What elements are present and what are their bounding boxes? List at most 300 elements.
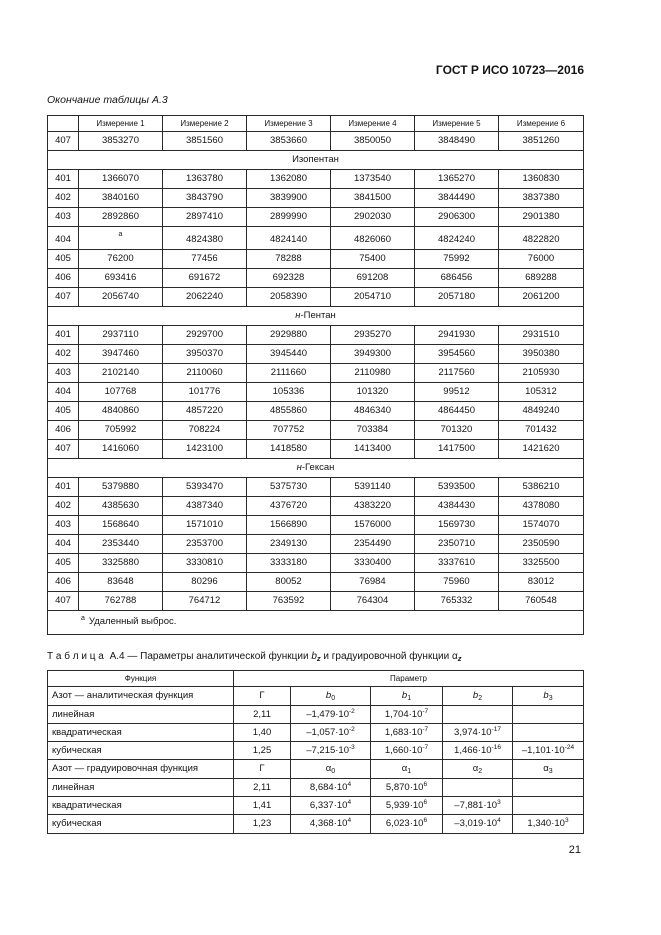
exponent: -7 — [422, 744, 429, 751]
measurement-cell: 2899990 — [247, 208, 331, 226]
measurement-cell: 2349130 — [247, 535, 331, 553]
measurement-cell: 5393500 — [415, 478, 499, 496]
measurement-cell: 691208 — [331, 269, 415, 287]
footnote — [48, 611, 583, 634]
function-type: квадратическая — [48, 797, 234, 814]
table-continuation-caption: Окончание таблицы А.3 — [47, 94, 168, 106]
measurement-cell: 2062240 — [163, 288, 247, 306]
section-label — [48, 307, 583, 325]
group-header-row — [48, 687, 583, 706]
exponent: -7 — [422, 726, 429, 733]
parameter-value — [371, 724, 443, 741]
section-row — [48, 151, 583, 170]
measurement-cell: 5393470 — [163, 478, 247, 496]
measurement-cell: 3853270 — [79, 132, 163, 150]
mantissa: –1,101·10 — [521, 745, 565, 756]
row-code: 407 — [48, 288, 79, 306]
table-row — [48, 132, 583, 151]
measurement-cell: 3843790 — [163, 189, 247, 207]
parameter-value — [291, 779, 371, 796]
exponent: -3 — [349, 744, 355, 751]
function-type: кубическая — [48, 815, 234, 833]
measurement-cell: 75400 — [331, 250, 415, 268]
group-label: Азот — градуировочная функция — [48, 760, 234, 778]
parameter-symbol: b — [325, 690, 332, 701]
section-prefix: н — [296, 462, 302, 473]
measurement-cell: 707752 — [247, 421, 331, 439]
measurement-cell — [79, 227, 163, 249]
measurement-cell: 107768 — [79, 383, 163, 401]
measurement-cell: 4384430 — [415, 497, 499, 515]
table-row — [48, 497, 583, 516]
section-row — [48, 459, 583, 478]
measurement-cell: 5379880 — [79, 478, 163, 496]
row-code: 402 — [48, 345, 79, 363]
measurement-cell: 80296 — [163, 573, 247, 591]
section-name: -Пентан — [300, 310, 336, 321]
row-code: 406 — [48, 269, 79, 287]
measurement-cell: 2117560 — [415, 364, 499, 382]
table-row — [48, 364, 583, 383]
calibration-function-symbol: α — [452, 651, 458, 662]
measurement-cell: 76000 — [527, 253, 555, 264]
exponent: 6 — [423, 799, 428, 806]
measurement-cell: 3330810 — [163, 554, 247, 572]
parameter-symbol: b — [401, 690, 408, 701]
measurement-cell: 2941930 — [415, 326, 499, 344]
measurement-cell: 3947460 — [79, 345, 163, 363]
measurement-cell: 3848490 — [415, 132, 499, 150]
row-code: 403 — [48, 364, 79, 382]
measurement-cell: 4822820 — [522, 234, 560, 245]
column-header-measurement: Измерение 5 — [415, 116, 499, 131]
measurement-cell: 1569730 — [415, 516, 499, 534]
measurement-cell: 2102140 — [79, 364, 163, 382]
footnote-mark: а — [118, 231, 123, 238]
row-code: 407 — [48, 132, 79, 150]
mantissa: –7,215·10 — [306, 745, 349, 756]
row-code: 404 — [48, 383, 79, 401]
parameter-header — [513, 687, 583, 705]
measurement-cell: 3325880 — [79, 554, 163, 572]
group-header-row — [48, 760, 583, 779]
table-title-text-2: и градуировочной функции — [323, 651, 450, 662]
measurement-cell: 1576000 — [331, 516, 415, 534]
measurement-cell: 3851560 — [163, 132, 247, 150]
measurement-cell: 1574070 — [522, 519, 560, 530]
gamma-value: 1,23 — [234, 815, 291, 833]
measurement-cell: 691672 — [163, 269, 247, 287]
measurement-cell: 83648 — [79, 573, 163, 591]
measurement-cell: 2110060 — [163, 364, 247, 382]
parameter-header — [371, 687, 443, 705]
table-row — [48, 815, 583, 833]
table-header-row — [48, 116, 583, 132]
mantissa: 5,939·10 — [385, 800, 424, 811]
measurement-cell: 76984 — [331, 573, 415, 591]
exponent: 4 — [347, 781, 352, 788]
measurement-cell: 2929700 — [163, 326, 247, 344]
measurement-cell: 3333180 — [247, 554, 331, 572]
measurement-cell: 2901380 — [522, 211, 560, 222]
table-row — [48, 706, 583, 724]
row-code: 401 — [48, 170, 79, 188]
measurement-cell: 2111660 — [247, 364, 331, 382]
mantissa: 1,466·10 — [454, 745, 492, 756]
parameter-symbol: α — [401, 763, 408, 774]
row-code: 407 — [48, 440, 79, 458]
parameter-value — [291, 706, 371, 723]
exponent: -16 — [491, 744, 501, 751]
mantissa: 8,684·10 — [309, 782, 348, 793]
measurement-cell: 686456 — [415, 269, 499, 287]
mantissa: –7,881·10 — [454, 800, 498, 811]
gamma-value: 2,11 — [234, 706, 291, 723]
analytical-function-symbol: b — [311, 651, 317, 662]
measurement-cell: 4385630 — [79, 497, 163, 515]
table-row — [48, 440, 583, 459]
measurement-cell: 693416 — [79, 269, 163, 287]
measurement-cell: 765332 — [415, 592, 499, 610]
measurement-cell: 1566890 — [247, 516, 331, 534]
parameter-value — [371, 797, 443, 814]
parameter-value — [443, 797, 513, 814]
column-header-parameter: Параметр — [390, 674, 427, 683]
section-prefix: н — [295, 310, 301, 321]
parameter-symbol: α — [543, 763, 549, 774]
row-code: 401 — [48, 478, 79, 496]
table-row — [48, 421, 583, 440]
parameter-value — [291, 797, 371, 814]
parameters-table — [47, 670, 584, 834]
parameter-value — [371, 779, 443, 796]
mantissa: 1,704·10 — [384, 709, 423, 720]
measurement-cell: 692328 — [247, 269, 331, 287]
measurement-cell: 4855860 — [247, 402, 331, 420]
measurement-cell: 75992 — [415, 250, 499, 268]
mantissa: 6,023·10 — [385, 818, 424, 829]
measurement-cell: 4387340 — [163, 497, 247, 515]
table-row — [48, 326, 583, 345]
measurement-cell: 2350590 — [522, 538, 560, 549]
section-name: -Гексан — [301, 462, 335, 473]
measurement-cell: 83012 — [527, 576, 555, 587]
measurement-cell: 105312 — [525, 386, 557, 397]
measurement-cell: 3850050 — [331, 132, 415, 150]
table-row — [48, 797, 583, 815]
footnote-mark: а — [81, 615, 85, 622]
measurement-cell: 2058390 — [247, 288, 331, 306]
section-label — [48, 459, 583, 477]
measurement-cell: 2931510 — [522, 329, 560, 340]
parameter-symbol: α — [325, 763, 332, 774]
measurement-cell: 2105930 — [522, 367, 560, 378]
table-row — [48, 383, 583, 402]
measurement-cell: 4824140 — [247, 227, 331, 249]
measurement-cell: 701432 — [525, 424, 557, 435]
row-code: 404 — [48, 227, 79, 249]
function-type: кубическая — [48, 742, 234, 759]
section-row — [48, 307, 583, 326]
measurement-cell: 78288 — [247, 250, 331, 268]
measurement-cell: 763592 — [247, 592, 331, 610]
measurement-cell: 1413400 — [331, 440, 415, 458]
parameter-value — [513, 779, 583, 796]
row-code: 405 — [48, 250, 79, 268]
measurement-cell: 3837380 — [522, 192, 560, 203]
measurement-cell: 1363780 — [163, 170, 247, 188]
parameter-value — [443, 815, 513, 833]
column-header-measurement: Измерение 4 — [331, 116, 415, 131]
parameter-symbol: α — [472, 763, 479, 774]
parameter-value — [443, 779, 513, 796]
table-row — [48, 170, 583, 189]
measurement-cell: 1418580 — [247, 440, 331, 458]
measurement-cell: 3840160 — [79, 189, 163, 207]
exponent: -2 — [349, 726, 355, 733]
measurement-cell: 101776 — [163, 383, 247, 401]
table-header-row — [48, 671, 583, 687]
measurement-cell: 1416060 — [79, 440, 163, 458]
measurement-cell: 3337610 — [415, 554, 499, 572]
measurement-cell: 708224 — [163, 421, 247, 439]
parameter-value — [291, 742, 371, 759]
parameter-value — [513, 797, 583, 814]
measurement-cell: 3853660 — [247, 132, 331, 150]
measurement-cell: 101320 — [331, 383, 415, 401]
parameter-value — [371, 706, 443, 723]
group-label: Азот — аналитическая функция — [48, 687, 234, 705]
exponent: 6 — [423, 781, 428, 788]
exponent: 3 — [564, 817, 569, 824]
exponent: -24 — [564, 744, 575, 751]
table-row — [48, 554, 583, 573]
analytical-function-subscript: z — [316, 654, 321, 663]
mantissa: 1,340·10 — [527, 818, 565, 829]
measurement-cell: 75960 — [415, 573, 499, 591]
row-code: 402 — [48, 189, 79, 207]
measurement-cell: 2054710 — [331, 288, 415, 306]
table-row — [48, 250, 583, 269]
parameter-value — [443, 742, 513, 759]
measurement-cell: 1417500 — [415, 440, 499, 458]
gamma-header: Г — [234, 687, 291, 705]
measurement-cell: 764304 — [331, 592, 415, 610]
column-header-function: Функция — [48, 671, 234, 686]
column-header-measurement: Измерение 3 — [247, 116, 331, 131]
section-label — [48, 151, 583, 169]
calibration-function-subscript: z — [457, 654, 462, 663]
measurement-cell: 1421620 — [522, 443, 560, 454]
measurement-cell: 3851260 — [522, 135, 560, 146]
table-row — [48, 478, 583, 497]
table-row — [48, 573, 583, 592]
column-header-code — [48, 116, 79, 131]
gamma-value: 1,25 — [234, 742, 291, 759]
measurement-cell: 3839900 — [247, 189, 331, 207]
exponent: 6 — [423, 817, 428, 824]
measurement-cell: 703384 — [331, 421, 415, 439]
measurement-cell: 1571010 — [163, 516, 247, 534]
footnote-text: Удаленный выброс. — [88, 616, 177, 627]
table-row — [48, 724, 583, 742]
column-header-measurement: Измерение 6 — [516, 119, 566, 128]
table-row — [48, 402, 583, 421]
measurement-cell: 4840860 — [79, 402, 163, 420]
measurement-cell: 1373540 — [331, 170, 415, 188]
measurement-cell: 77456 — [163, 250, 247, 268]
function-type: линейная — [48, 706, 234, 723]
table-a4-title — [47, 651, 462, 663]
column-header-measurement: Измерение 1 — [79, 116, 163, 131]
measurement-cell: 2353700 — [163, 535, 247, 553]
measurement-cell: 764712 — [163, 592, 247, 610]
parameter-value — [513, 706, 583, 723]
table-row — [48, 516, 583, 535]
gamma-value: 1,40 — [234, 724, 291, 741]
mantissa: 1,660·10 — [384, 745, 423, 756]
measurement-cell: 1360830 — [522, 173, 560, 184]
measurement-cell: 3950380 — [522, 348, 560, 359]
parameter-header — [371, 760, 443, 778]
mantissa: 5,870·10 — [385, 782, 424, 793]
parameter-index: 2 — [478, 768, 483, 775]
section-name: Изопентан — [292, 154, 339, 165]
measurement-cell: 2892860 — [79, 208, 163, 226]
measurement-cell: 2061200 — [522, 291, 560, 302]
measurement-cell: 2937110 — [79, 326, 163, 344]
mantissa: –3,019·10 — [454, 818, 498, 829]
measurement-cell: 2056740 — [79, 288, 163, 306]
parameter-value — [443, 706, 513, 723]
exponent: 4 — [497, 817, 501, 824]
measurement-cell: 4846340 — [331, 402, 415, 420]
row-code: 407 — [48, 592, 79, 610]
exponent: 3 — [497, 799, 501, 806]
row-code: 402 — [48, 497, 79, 515]
measurement-cell: 4824380 — [163, 227, 247, 249]
table-footnote-row — [48, 611, 583, 634]
measurement-cell: 2057180 — [415, 288, 499, 306]
parameter-value — [513, 724, 583, 741]
measurement-cell: 3954560 — [415, 345, 499, 363]
measurement-cell: 2353440 — [79, 535, 163, 553]
table-row — [48, 208, 583, 227]
row-code: 405 — [48, 402, 79, 420]
measurement-cell: 2929880 — [247, 326, 331, 344]
parameter-header — [443, 687, 513, 705]
exponent: -2 — [349, 708, 355, 715]
measurement-cell: 3945440 — [247, 345, 331, 363]
measurement-cell: 705992 — [79, 421, 163, 439]
table-row — [48, 345, 583, 364]
table-title-text: А.4 — Параметры аналитической функции — [109, 651, 309, 662]
measurement-cell: 2110980 — [331, 364, 415, 382]
page-number: 21 — [568, 844, 581, 856]
table-row — [48, 742, 583, 760]
table-row — [48, 592, 583, 611]
mantissa: 3,974·10 — [454, 727, 492, 738]
parameter-value — [291, 815, 371, 833]
parameter-value — [291, 724, 371, 741]
function-type: квадратическая — [48, 724, 234, 741]
measurement-cell: 105336 — [247, 383, 331, 401]
measurement-cell: 4824240 — [415, 227, 499, 249]
measurement-cell: 4864450 — [415, 402, 499, 420]
parameter-symbol: b — [472, 690, 479, 701]
parameter-header — [443, 760, 513, 778]
row-code: 403 — [48, 516, 79, 534]
parameter-value — [371, 815, 443, 833]
parameter-index: 0 — [331, 768, 336, 775]
measurement-cell: 4378080 — [522, 500, 560, 511]
row-code: 401 — [48, 326, 79, 344]
table-row — [48, 189, 583, 208]
measurement-cell: 99512 — [415, 383, 499, 401]
measurement-cell: 1362080 — [247, 170, 331, 188]
table-label: Т а б л и ц а — [47, 651, 104, 662]
measurement-cell: 3330400 — [331, 554, 415, 572]
measurement-cell: 4857220 — [163, 402, 247, 420]
row-code: 406 — [48, 573, 79, 591]
parameter-index: 2 — [478, 695, 483, 702]
column-header-measurement: Измерение 2 — [163, 116, 247, 131]
measurement-cell: 2354490 — [331, 535, 415, 553]
measurement-cell: 4849240 — [522, 405, 560, 416]
exponent: -17 — [491, 726, 501, 733]
table-row — [48, 288, 583, 307]
measurement-cell: 4383220 — [331, 497, 415, 515]
measurement-cell: 3325500 — [522, 557, 560, 568]
parameter-value — [513, 815, 583, 833]
measurement-cell: 701320 — [415, 421, 499, 439]
mantissa: –1,479·10 — [306, 709, 349, 720]
gamma-value: 2,11 — [234, 779, 291, 796]
exponent: 4 — [347, 817, 352, 824]
parameter-value — [513, 742, 583, 759]
measurement-cell: 76200 — [79, 250, 163, 268]
measurement-cell: 4376720 — [247, 497, 331, 515]
function-type: линейная — [48, 779, 234, 796]
mantissa: 6,337·10 — [309, 800, 348, 811]
parameter-header — [513, 760, 583, 778]
row-code: 404 — [48, 535, 79, 553]
table-row — [48, 227, 583, 250]
mantissa: –1,057·10 — [306, 727, 349, 738]
measurement-cell: 2906300 — [415, 208, 499, 226]
parameter-index: 3 — [548, 695, 553, 702]
measurement-cell: 689288 — [525, 272, 557, 283]
measurements-table — [47, 115, 584, 635]
measurement-cell: 1568640 — [79, 516, 163, 534]
parameter-header — [291, 760, 371, 778]
measurement-cell: 3844490 — [415, 189, 499, 207]
measurement-cell: 1365270 — [415, 170, 499, 188]
gamma-header: Г — [234, 760, 291, 778]
parameter-symbol: b — [543, 690, 549, 701]
parameter-header — [291, 687, 371, 705]
measurement-cell: 2350710 — [415, 535, 499, 553]
measurement-cell: 762788 — [79, 592, 163, 610]
parameter-index: 1 — [407, 695, 412, 702]
measurement-cell: 2897410 — [163, 208, 247, 226]
mantissa: 1,683·10 — [384, 727, 423, 738]
document-id-header: ГОСТ Р ИСО 10723—2016 — [435, 63, 584, 77]
gamma-value: 1,41 — [234, 797, 291, 814]
measurement-cell: 5386210 — [522, 481, 560, 492]
exponent: -7 — [422, 708, 429, 715]
measurement-cell: 2935270 — [331, 326, 415, 344]
